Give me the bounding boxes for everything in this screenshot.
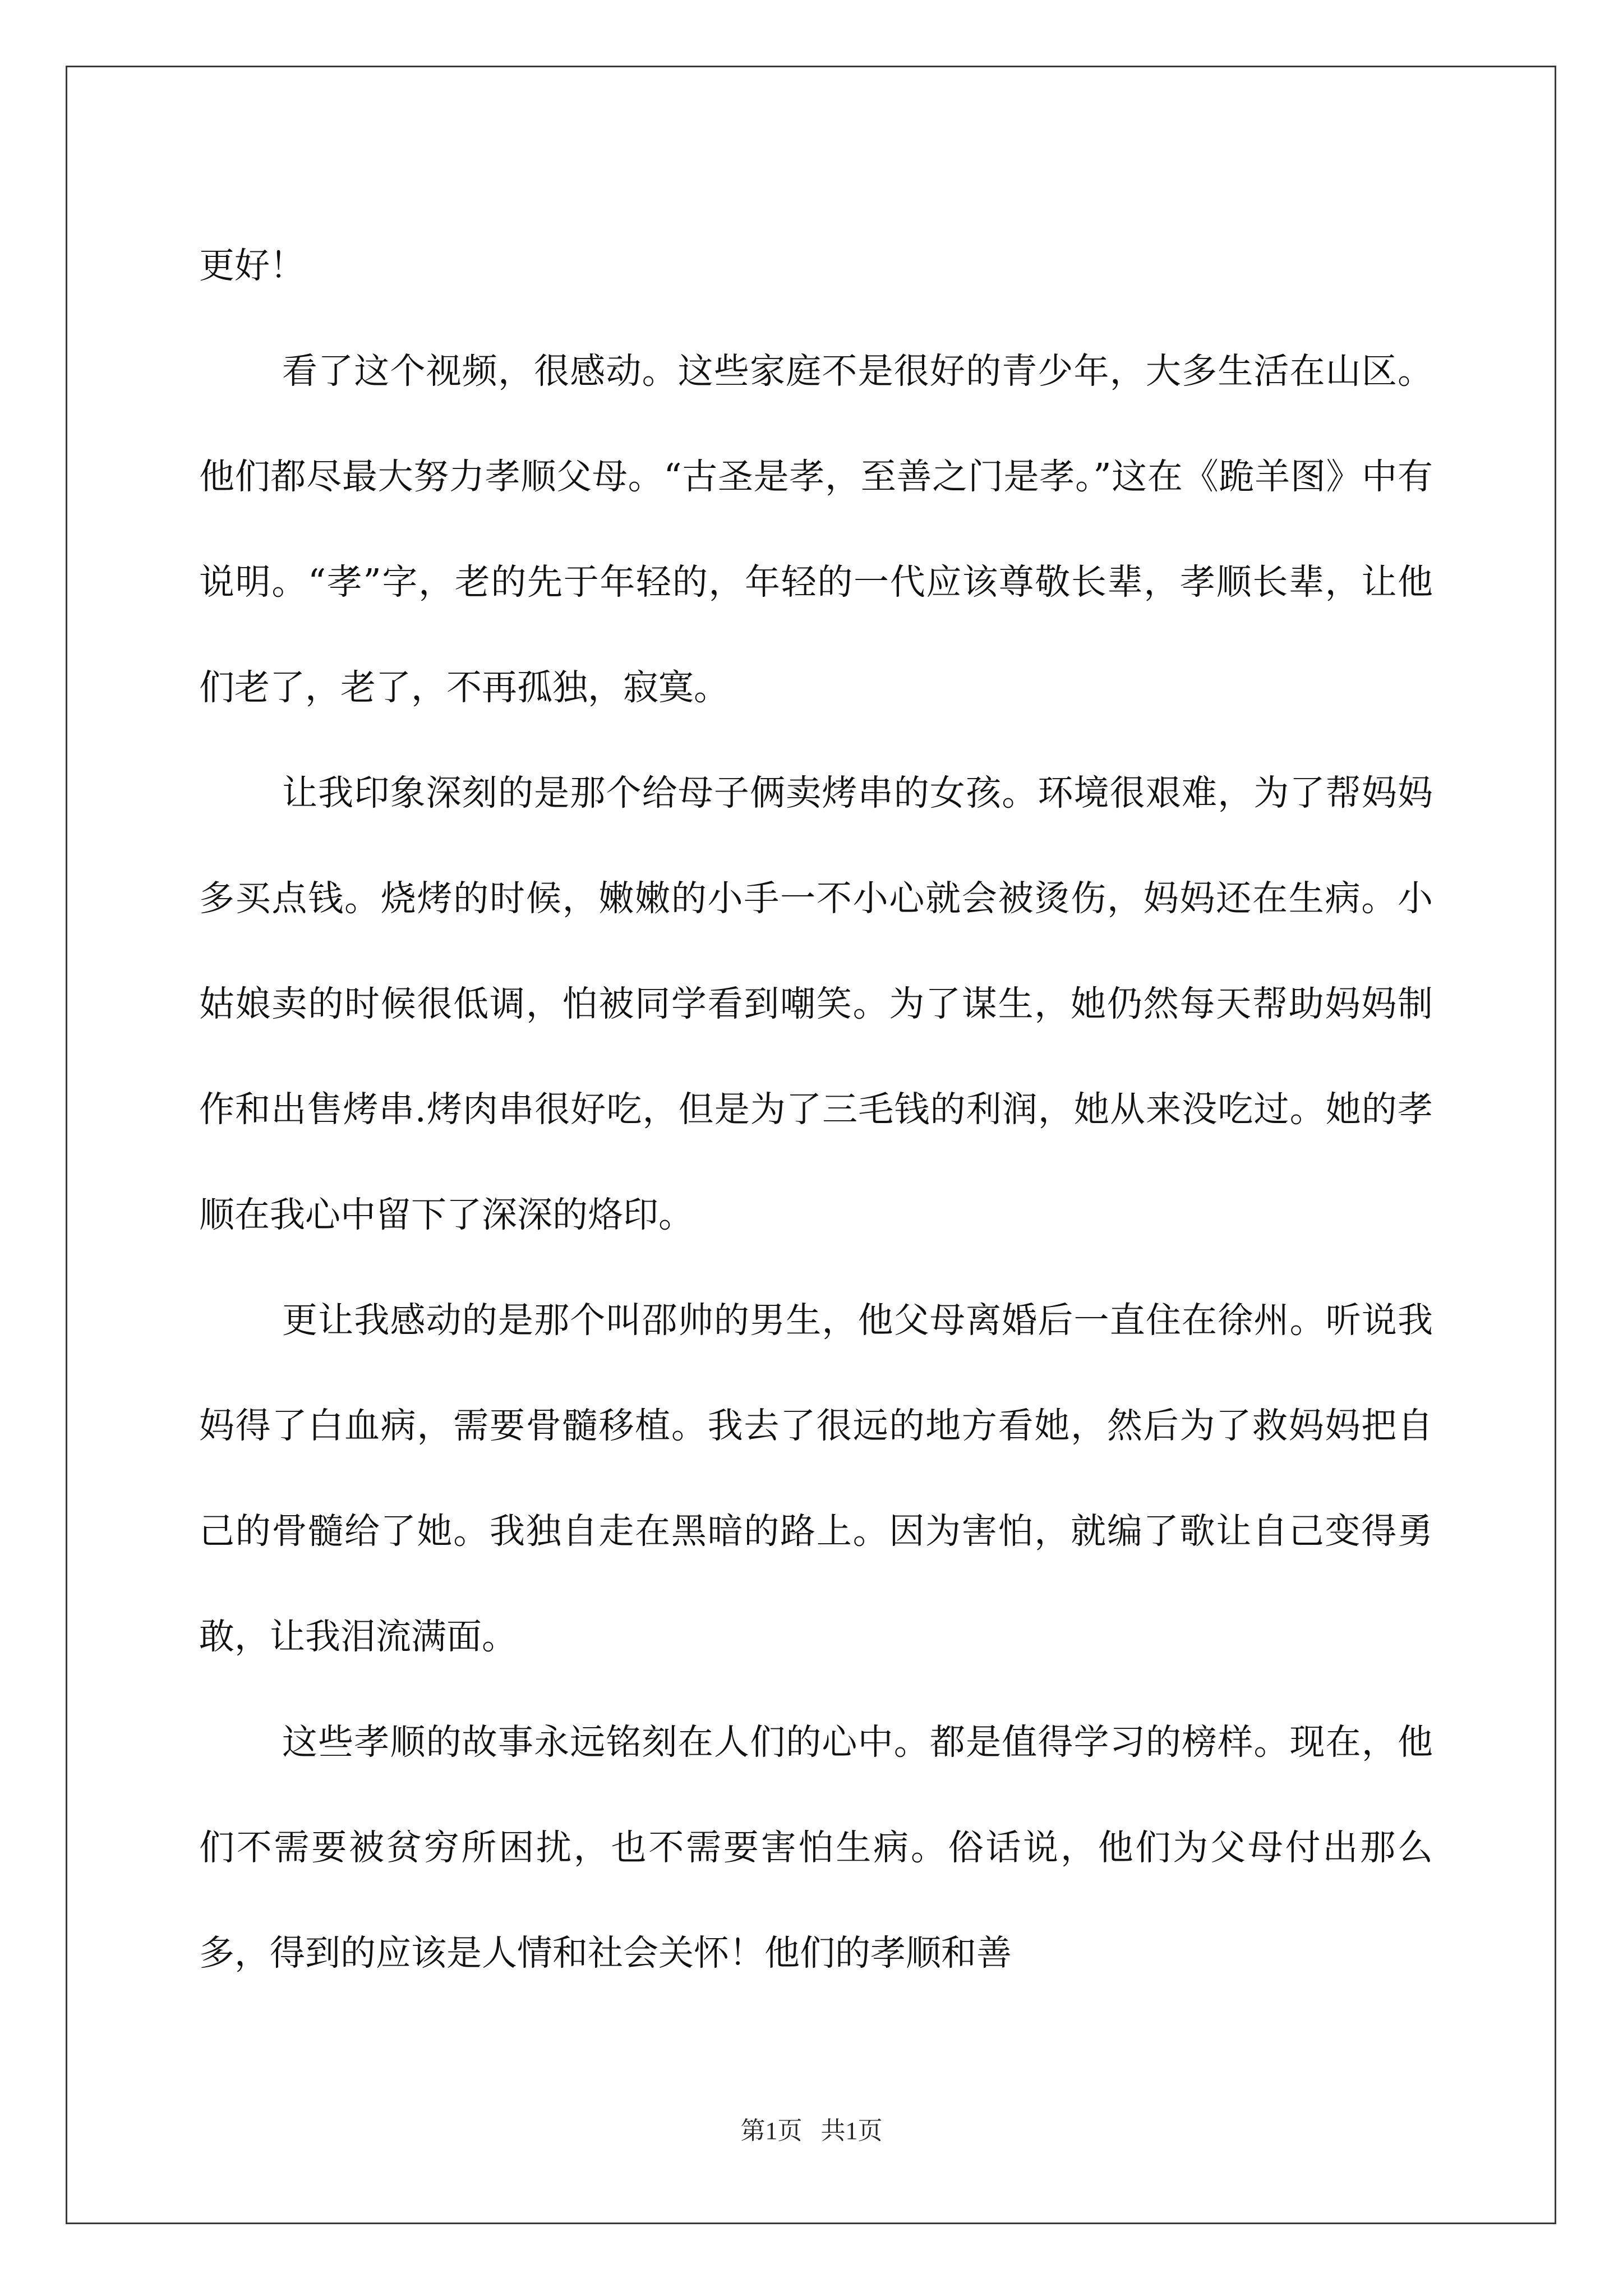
paragraph-3: 让我印象深刻的是那个给母子俩卖烤串的女孩。环境很艰难，为了帮妈妈多买点钱。烧烤的时候，嫩嫩的小手一不小心就会被烫伤，妈妈还在生病。小姑娘卖的时候很低调，怕被同学看到嘲笑。为了谋生，她仍然每天帮助妈妈制作和出售烤串.烤肉串很好吃，但是为了三毛钱的利润，她从来没吃过。她的孝顺在我心中留下了深深的烙印。 [199, 772, 1433, 1235]
paragraph-1: 更好！ [199, 245, 305, 286]
paragraph-4: 更让我感动的是那个叫邵帅的男生，他父母离婚后一直住在徐州。听说我妈得了白血病，需要骨髓移植。我去了很远的地方看她，然后为了救妈妈把自己的骨髓给了她。我独自走在黑暗的路上。因为害怕，就编了歌让自己变得勇敢，让我泪流满面。 [199, 1300, 1433, 1657]
document-body [199, 213, 1433, 2006]
page-number-footer: 第1页 共1页 [740, 2117, 883, 2145]
paragraph-5: 这些孝顺的故事永远铭刻在人们的心中。都是值得学习的榜样。现在，他们不需要被贫穷所困扰，也不需要害怕生病。俗话说，他们为父母付出那么多，得到的应该是人情和社会关怀！他们的孝顺和善 [199, 1722, 1433, 1973]
paragraph-2: 看了这个视频，很感动。这些家庭不是很好的青少年，大多生活在山区。他们都尽最大努力孝顺父母。“古圣是孝，至善之门是孝。”这在《跪羊图》中有说明。“孝”字，老的先于年轻的，年轻的一代应该尊敬长辈，孝顺长辈，让他们老了，老了，不再孤独，寂寞。 [199, 351, 1433, 708]
